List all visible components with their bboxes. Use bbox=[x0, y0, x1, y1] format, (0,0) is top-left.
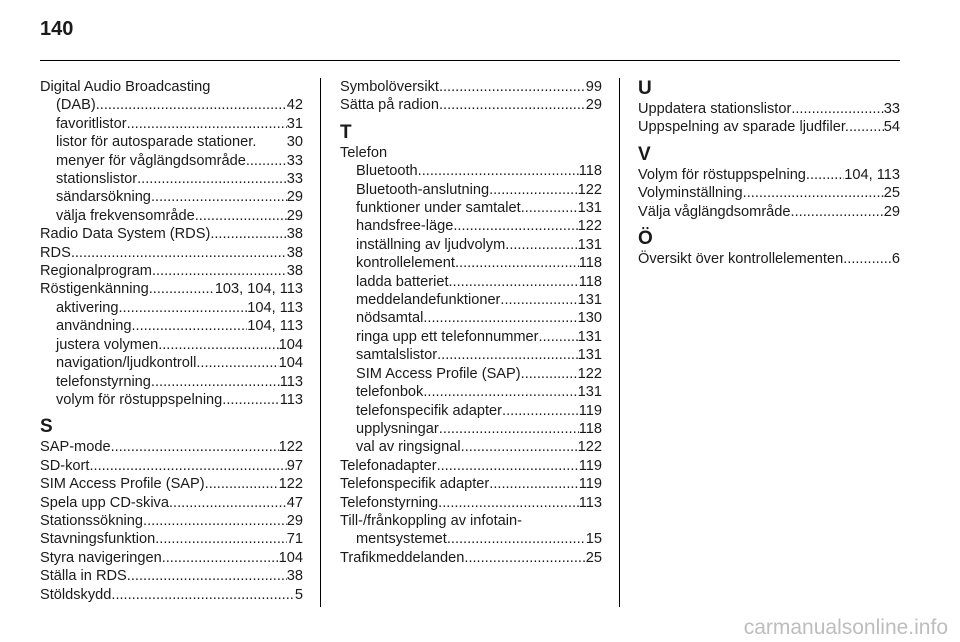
entry-term: favoritlistor bbox=[56, 115, 127, 132]
entry-page-ref: 71 bbox=[286, 531, 303, 548]
dot-leader bbox=[158, 336, 278, 354]
entry-page-ref: 131 bbox=[577, 236, 602, 253]
entry-page-ref: 38 bbox=[286, 568, 303, 585]
entry-term: Uppspelning av sparade ljudfiler. bbox=[638, 119, 849, 136]
entry-page-ref: 118 bbox=[578, 273, 602, 290]
entry-term: SIM Access Profile (SAP) bbox=[40, 476, 205, 493]
dot-leader bbox=[464, 549, 585, 567]
index-entry bbox=[638, 118, 900, 136]
index-entry bbox=[40, 494, 303, 512]
entry-term: Spela upp CD-skiva bbox=[40, 494, 169, 511]
entry-page-ref: 118 bbox=[578, 420, 602, 437]
entry-page-ref: 42 bbox=[286, 97, 303, 114]
index-entry bbox=[638, 203, 900, 221]
index-entry bbox=[638, 166, 900, 184]
index-subentry bbox=[340, 420, 602, 438]
entry-page-ref: 25 bbox=[883, 185, 900, 202]
index-subentry bbox=[340, 365, 602, 383]
entry-page-ref: 47 bbox=[286, 494, 303, 511]
entry-page-ref: 5 bbox=[294, 586, 303, 603]
dot-leader bbox=[439, 96, 586, 114]
dot-leader bbox=[437, 346, 578, 364]
entry-page-ref: 104, 113 bbox=[247, 299, 303, 316]
entry-term: Volym för röstuppspelning. bbox=[638, 166, 810, 183]
entry-page-ref: 97 bbox=[286, 457, 303, 474]
index-column-1 bbox=[40, 78, 303, 604]
index-section-letter: U bbox=[638, 78, 652, 99]
entry-term: val av ringsignal bbox=[356, 439, 461, 456]
index-entry bbox=[340, 457, 602, 475]
index-entry bbox=[40, 280, 303, 298]
entry-term: välja frekvensområde bbox=[56, 207, 195, 224]
index-subentry bbox=[340, 309, 602, 327]
dot-leader bbox=[810, 166, 844, 184]
entry-term: navigation/ljudkontroll bbox=[56, 355, 197, 372]
dot-leader bbox=[489, 475, 578, 493]
dot-leader bbox=[449, 273, 579, 291]
entry-term: justera volymen bbox=[56, 336, 159, 353]
dot-leader bbox=[791, 203, 884, 221]
entry-term: Telefonspecifik adapter bbox=[340, 476, 490, 493]
entry-page-ref: 118 bbox=[578, 163, 602, 180]
entry-page-ref: 29 bbox=[286, 207, 303, 224]
entry-page-ref: 113 bbox=[279, 373, 303, 390]
dot-leader bbox=[791, 100, 883, 118]
entry-term: telefonbok bbox=[356, 384, 424, 401]
dot-leader bbox=[151, 188, 287, 206]
entry-page-ref: 122 bbox=[577, 365, 602, 382]
entry-page-ref: 122 bbox=[278, 476, 303, 493]
entry-term: SIM Access Profile (SAP) bbox=[356, 365, 521, 382]
index-subentry bbox=[340, 383, 602, 401]
index-entry bbox=[40, 549, 303, 567]
index-subentry bbox=[340, 217, 602, 235]
dot-leader bbox=[162, 549, 279, 567]
entry-page-ref: 119 bbox=[578, 457, 602, 474]
index-subentry bbox=[340, 162, 602, 180]
entry-term: ringa upp ett telefonnummer bbox=[356, 328, 539, 345]
entry-page-ref: 122 bbox=[577, 218, 602, 235]
dot-leader bbox=[195, 207, 287, 225]
index-entry bbox=[638, 184, 900, 202]
entry-term: Välja våglängdsområde bbox=[638, 203, 791, 220]
entry-term: Symbolöversikt bbox=[340, 79, 439, 95]
entry-page-ref: 119 bbox=[578, 402, 602, 419]
index-subentry bbox=[340, 254, 602, 272]
index-subentry bbox=[40, 299, 303, 317]
entry-term: Styra navigeringen bbox=[40, 549, 162, 566]
index-column-2 bbox=[340, 78, 602, 567]
index-subentry bbox=[340, 199, 602, 217]
entry-page-ref: 131 bbox=[577, 384, 602, 401]
index-subentry bbox=[40, 133, 303, 151]
dot-leader bbox=[89, 457, 286, 475]
entry-page-ref: 131 bbox=[577, 328, 602, 345]
entry-term: Stavningsfunktion bbox=[40, 531, 156, 548]
index-subentry bbox=[340, 291, 602, 309]
index-entry bbox=[40, 512, 303, 530]
dot-leader bbox=[222, 391, 279, 409]
entry-page-ref: 103, 104, 113 bbox=[214, 281, 303, 298]
index-subentry bbox=[40, 336, 303, 354]
entry-term: handsfree-läge bbox=[356, 218, 454, 235]
dot-leader bbox=[127, 567, 287, 585]
dot-leader bbox=[131, 317, 247, 335]
index-entry bbox=[340, 475, 602, 493]
index-entry bbox=[40, 530, 303, 548]
entry-term: listor för autosparade stationer. bbox=[56, 134, 257, 151]
entry-page-ref: 118 bbox=[578, 255, 602, 272]
entry-term: inställning av ljudvolym bbox=[356, 236, 506, 253]
entry-term: telefonstyrning bbox=[56, 373, 151, 390]
dot-leader bbox=[439, 420, 579, 438]
dot-leader bbox=[71, 244, 287, 262]
index-entry bbox=[40, 567, 303, 585]
watermark: carmanualsonline.info bbox=[743, 616, 948, 639]
entry-page-ref: 38 bbox=[286, 226, 303, 243]
index-column-3 bbox=[638, 78, 900, 268]
dot-leader bbox=[149, 280, 215, 298]
entry-page-ref: 104, 113 bbox=[247, 318, 303, 335]
dot-leader bbox=[453, 217, 577, 235]
entry-term: Översikt över kontrollelementen. bbox=[638, 251, 848, 268]
dot-leader bbox=[502, 402, 579, 420]
entry-term: upplysningar bbox=[356, 420, 439, 437]
entry-term: Stationssökning bbox=[40, 512, 144, 529]
entry-term: meddelandefunktioner bbox=[356, 292, 501, 309]
dot-leader bbox=[196, 354, 278, 372]
dot-leader bbox=[521, 199, 578, 217]
index-subentry bbox=[340, 530, 602, 548]
entry-term: Bluetooth bbox=[356, 163, 418, 180]
index-subentry bbox=[40, 373, 303, 391]
dot-leader bbox=[210, 225, 286, 243]
dot-leader bbox=[455, 254, 579, 272]
index-entry bbox=[40, 244, 303, 262]
index-section-letter: S bbox=[40, 416, 53, 438]
entry-term: mentsystemet bbox=[356, 531, 447, 548]
entry-page-ref: 33 bbox=[286, 152, 303, 169]
index-entry bbox=[340, 78, 602, 96]
index-heading-entry: Till-/frånkoppling av infotain- bbox=[340, 512, 522, 529]
entry-term: SD-kort bbox=[40, 457, 90, 474]
entry-term: samtalslistor bbox=[356, 347, 438, 364]
dot-leader bbox=[438, 494, 579, 512]
dot-leader bbox=[447, 530, 586, 548]
dot-leader bbox=[155, 530, 287, 548]
entry-term: Bluetooth-anslutning bbox=[356, 181, 490, 198]
index-subentry bbox=[40, 317, 303, 335]
index-subentry bbox=[40, 354, 303, 372]
entry-page-ref: 122 bbox=[577, 181, 602, 198]
entry-term: Sätta på radion bbox=[340, 97, 439, 114]
entry-term: Volyminställning bbox=[638, 185, 743, 202]
entry-page-ref: 130 bbox=[577, 310, 602, 327]
entry-page-ref: 29 bbox=[883, 203, 900, 220]
entry-term: användning bbox=[56, 318, 132, 335]
entry-term: Röstigenkänning bbox=[40, 281, 149, 298]
dot-leader bbox=[847, 250, 892, 268]
entry-term: Telefonstyrning bbox=[340, 494, 439, 511]
entry-term: RDS bbox=[40, 244, 71, 261]
index-entry bbox=[40, 225, 303, 243]
index-subentry bbox=[340, 402, 602, 420]
column-divider-2 bbox=[619, 78, 620, 607]
index-subentry bbox=[40, 115, 303, 133]
entry-term: sändarsökning bbox=[56, 189, 151, 206]
index-entry bbox=[638, 100, 900, 118]
index-section-letter: V bbox=[638, 143, 651, 165]
dot-leader bbox=[111, 438, 279, 456]
entry-page-ref: 6 bbox=[891, 251, 900, 268]
entry-term: Trafikmeddelanden bbox=[340, 549, 465, 566]
dot-leader bbox=[423, 309, 577, 327]
dot-leader bbox=[151, 373, 280, 391]
entry-page-ref: 113 bbox=[578, 494, 602, 511]
index-subentry bbox=[340, 346, 602, 364]
entry-term: SAP-mode bbox=[40, 439, 111, 456]
entry-term: Telefonadapter bbox=[340, 457, 437, 474]
dot-leader bbox=[500, 291, 577, 309]
entry-page-ref: 38 bbox=[286, 244, 303, 261]
index-entry bbox=[40, 457, 303, 475]
entry-page-ref: 131 bbox=[577, 347, 602, 364]
dot-leader bbox=[423, 383, 577, 401]
entry-term: funktioner under samtalet bbox=[356, 200, 521, 217]
entry-page-ref: 131 bbox=[577, 292, 602, 309]
entry-page-ref: 131 bbox=[577, 200, 602, 217]
entry-term: kontrollelement bbox=[356, 255, 455, 272]
index-subentry bbox=[40, 152, 303, 170]
entry-page-ref: 104 bbox=[278, 336, 303, 353]
index-entry bbox=[638, 250, 900, 268]
dot-leader bbox=[127, 115, 287, 133]
entry-page-ref: 104 bbox=[278, 549, 303, 566]
dot-leader bbox=[96, 96, 287, 114]
entry-page-ref: 122 bbox=[278, 439, 303, 456]
index-subentry bbox=[40, 207, 303, 225]
entry-page-ref: 25 bbox=[585, 549, 602, 566]
dot-leader bbox=[152, 262, 287, 280]
index-entry bbox=[340, 549, 602, 567]
index-heading-entry: Digital Audio Broadcasting bbox=[40, 79, 211, 95]
index-subentry bbox=[40, 391, 303, 409]
header-rule bbox=[40, 60, 900, 61]
dot-leader bbox=[246, 152, 287, 170]
index-entry bbox=[40, 262, 303, 280]
page-number: 140 bbox=[40, 18, 74, 40]
entry-page-ref: 38 bbox=[286, 263, 303, 280]
dot-leader bbox=[505, 236, 577, 254]
index-subentry bbox=[340, 438, 602, 456]
index-subentry bbox=[340, 273, 602, 291]
entry-term: aktivering bbox=[56, 299, 119, 316]
entry-term: (DAB) bbox=[56, 97, 96, 114]
entry-term: Ställa in RDS bbox=[40, 568, 127, 585]
entry-term: Uppdatera stationslistor bbox=[638, 101, 792, 117]
entry-term: telefonspecifik adapter bbox=[356, 402, 503, 419]
index-subentry bbox=[40, 188, 303, 206]
entry-page-ref: 119 bbox=[578, 476, 602, 493]
index-entry bbox=[40, 438, 303, 456]
index-entry bbox=[40, 586, 303, 604]
entry-page-ref: 113 bbox=[279, 391, 303, 408]
index-section-letter: Ö bbox=[638, 228, 653, 250]
index-subentry bbox=[340, 181, 602, 199]
entry-page-ref: 104 bbox=[278, 355, 303, 372]
dot-leader bbox=[111, 586, 294, 604]
index-subentry bbox=[40, 96, 303, 114]
entry-page-ref: 33 bbox=[286, 171, 303, 188]
dot-leader bbox=[521, 365, 578, 383]
entry-page-ref: 30 bbox=[286, 134, 303, 151]
entry-page-ref: 33 bbox=[883, 101, 900, 117]
entry-page-ref: 29 bbox=[286, 189, 303, 206]
index-entry bbox=[340, 96, 602, 114]
dot-leader bbox=[849, 118, 884, 136]
dot-leader bbox=[118, 299, 247, 317]
entry-page-ref: 29 bbox=[585, 97, 602, 114]
entry-term: Stöldskydd bbox=[40, 586, 112, 603]
entry-page-ref: 122 bbox=[577, 439, 602, 456]
column-divider-1 bbox=[320, 78, 321, 607]
index-subentry bbox=[40, 170, 303, 188]
entry-page-ref: 31 bbox=[286, 115, 303, 132]
entry-page-ref: 29 bbox=[286, 512, 303, 529]
index-entry bbox=[40, 475, 303, 493]
entry-page-ref: 15 bbox=[585, 531, 602, 548]
entry-term: stationslistor bbox=[56, 171, 138, 188]
dot-leader bbox=[205, 475, 279, 493]
index-heading-entry: Telefon bbox=[340, 144, 388, 161]
index-subentry bbox=[340, 236, 602, 254]
dot-leader bbox=[461, 438, 578, 456]
index-subentry bbox=[340, 328, 602, 346]
entry-term: nödsamtal bbox=[356, 310, 424, 327]
dot-leader bbox=[439, 78, 586, 96]
entry-term: volym för röstuppspelning bbox=[56, 391, 223, 408]
dot-leader bbox=[169, 494, 287, 512]
index-section-letter: T bbox=[340, 121, 352, 143]
dot-leader bbox=[418, 162, 579, 180]
entry-term: Regionalprogram bbox=[40, 263, 152, 280]
index-entry bbox=[340, 494, 602, 512]
dot-leader bbox=[143, 512, 287, 530]
entry-page-ref: 99 bbox=[585, 79, 602, 95]
dot-leader bbox=[437, 457, 579, 475]
entry-term: ladda batteriet bbox=[356, 273, 449, 290]
entry-page-ref: 54 bbox=[883, 119, 900, 136]
dot-leader bbox=[743, 184, 884, 202]
entry-term: menyer för våglängdsområde bbox=[56, 152, 246, 169]
dot-leader bbox=[489, 181, 578, 199]
dot-leader bbox=[137, 170, 287, 188]
entry-term: Radio Data System (RDS) bbox=[40, 226, 211, 243]
entry-page-ref: 104, 113 bbox=[844, 166, 900, 183]
dot-leader bbox=[539, 328, 578, 346]
